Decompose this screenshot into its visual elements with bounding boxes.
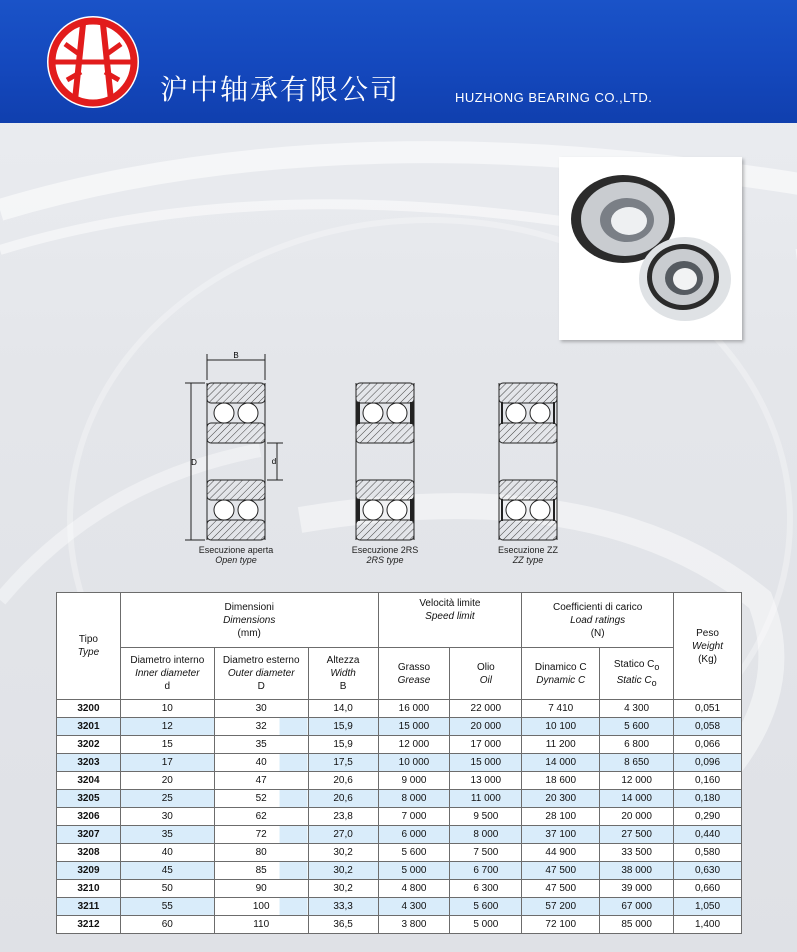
cell-inner-diameter: 40 xyxy=(120,844,214,862)
cell-oil-speed: 11 000 xyxy=(450,790,522,808)
cell-type: 3210 xyxy=(57,880,121,898)
cell-dynamic-load: 57 200 xyxy=(522,898,600,916)
cell-oil-speed: 8 000 xyxy=(450,826,522,844)
cell-outer-diameter: 47 xyxy=(214,772,308,790)
header-static: Statico $C_o$ Static $C_o$ xyxy=(600,648,674,700)
cell-grease-speed: 9 000 xyxy=(378,772,450,790)
cell-outer-diameter: 110 xyxy=(214,916,308,934)
caption-open-type: Esecuzione aperta Open type xyxy=(198,545,274,565)
cell-weight: 0,660 xyxy=(674,880,742,898)
cell-oil-speed: 7 500 xyxy=(450,844,522,862)
cell-grease-speed: 8 000 xyxy=(378,790,450,808)
table-row xyxy=(57,754,742,772)
cell-static-load: 14 000 xyxy=(600,790,674,808)
cell-static-load: 8 650 xyxy=(600,754,674,772)
table-row xyxy=(57,862,742,880)
cell-static-load: 6 800 xyxy=(600,736,674,754)
cell-type: 3200 xyxy=(57,700,121,718)
cell-outer-diameter: 85 xyxy=(214,862,308,880)
cell-weight: 1,050 xyxy=(674,898,742,916)
cell-width: 15,9 xyxy=(308,718,378,736)
cell-type: 3205 xyxy=(57,790,121,808)
caption-2rs-type: Esecuzione 2RS 2RS type xyxy=(351,545,419,565)
cell-static-load: 27 500 xyxy=(600,826,674,844)
cell-width: 30,2 xyxy=(308,862,378,880)
dimension-label-inner-d: d xyxy=(271,457,277,466)
cell-type: 3208 xyxy=(57,844,121,862)
cell-outer-diameter: 100 xyxy=(214,898,308,916)
cell-grease-speed: 4 800 xyxy=(378,880,450,898)
table-row xyxy=(57,844,742,862)
cell-width: 14,0 xyxy=(308,700,378,718)
cell-inner-diameter: 55 xyxy=(120,898,214,916)
cell-oil-speed: 20 000 xyxy=(450,718,522,736)
cell-type: 3206 xyxy=(57,808,121,826)
cell-oil-speed: 17 000 xyxy=(450,736,522,754)
company-logo-icon xyxy=(45,14,141,110)
cell-inner-diameter: 30 xyxy=(120,808,214,826)
header-grease: Grasso Grease xyxy=(378,648,450,700)
cell-weight: 0,630 xyxy=(674,862,742,880)
cell-inner-diameter: 45 xyxy=(120,862,214,880)
table-row xyxy=(57,700,742,718)
cell-static-load: 67 000 xyxy=(600,898,674,916)
cell-outer-diameter: 62 xyxy=(214,808,308,826)
cell-width: 15,9 xyxy=(308,736,378,754)
cell-weight: 0,440 xyxy=(674,826,742,844)
cell-outer-diameter: 35 xyxy=(214,736,308,754)
cell-grease-speed: 5 000 xyxy=(378,862,450,880)
cell-inner-diameter: 20 xyxy=(120,772,214,790)
cell-grease-speed: 15 000 xyxy=(378,718,450,736)
header-oil: Olio Oil xyxy=(450,648,522,700)
cell-type: 3202 xyxy=(57,736,121,754)
cell-static-load: 20 000 xyxy=(600,808,674,826)
cross-section-drawings xyxy=(163,340,573,550)
cell-dynamic-load: 47 500 xyxy=(522,880,600,898)
cell-static-load: 5 600 xyxy=(600,718,674,736)
cell-static-load: 85 000 xyxy=(600,916,674,934)
cell-weight: 0,058 xyxy=(674,718,742,736)
header-weight: Peso Weight (Kg) xyxy=(674,593,742,700)
header-banner xyxy=(0,0,797,123)
cell-outer-diameter: 72 xyxy=(214,826,308,844)
dimension-label-b: B xyxy=(233,351,239,360)
header-load-ratings: Coefficienti di carico Load ratings (N) xyxy=(522,593,674,648)
cell-width: 23,8 xyxy=(308,808,378,826)
cell-static-load: 38 000 xyxy=(600,862,674,880)
cell-grease-speed: 6 000 xyxy=(378,826,450,844)
cell-outer-diameter: 30 xyxy=(214,700,308,718)
cell-weight: 0,066 xyxy=(674,736,742,754)
cell-width: 27,0 xyxy=(308,826,378,844)
cell-width: 17,5 xyxy=(308,754,378,772)
cell-width: 20,6 xyxy=(308,790,378,808)
cell-dynamic-load: 18 600 xyxy=(522,772,600,790)
table-row xyxy=(57,880,742,898)
cell-inner-diameter: 60 xyxy=(120,916,214,934)
cell-oil-speed: 13 000 xyxy=(450,772,522,790)
cell-oil-speed: 9 500 xyxy=(450,808,522,826)
header-dimensions: Dimensioni Dimensions (mm) xyxy=(120,593,378,648)
header-speed-limit: Velocità limite Speed limit xyxy=(378,593,522,648)
cell-dynamic-load: 28 100 xyxy=(522,808,600,826)
cell-outer-diameter: 90 xyxy=(214,880,308,898)
table-row xyxy=(57,808,742,826)
cell-type: 3212 xyxy=(57,916,121,934)
cell-dynamic-load: 20 300 xyxy=(522,790,600,808)
cell-type: 3204 xyxy=(57,772,121,790)
cell-inner-diameter: 35 xyxy=(120,826,214,844)
cell-weight: 0,580 xyxy=(674,844,742,862)
cell-weight: 0,290 xyxy=(674,808,742,826)
cell-static-load: 39 000 xyxy=(600,880,674,898)
cell-oil-speed: 22 000 xyxy=(450,700,522,718)
cell-inner-diameter: 12 xyxy=(120,718,214,736)
cell-inner-diameter: 17 xyxy=(120,754,214,772)
cell-inner-diameter: 10 xyxy=(120,700,214,718)
table-row xyxy=(57,826,742,844)
table-row xyxy=(57,718,742,736)
bearing-specification-table xyxy=(56,592,742,934)
header-type: Tipo Type xyxy=(57,593,121,700)
table-row xyxy=(57,916,742,934)
cell-outer-diameter: 52 xyxy=(214,790,308,808)
header-width: Altezza Width B xyxy=(308,648,378,700)
table-row xyxy=(57,898,742,916)
cell-grease-speed: 3 800 xyxy=(378,916,450,934)
cell-grease-speed: 10 000 xyxy=(378,754,450,772)
cell-oil-speed: 5 600 xyxy=(450,898,522,916)
cell-oil-speed: 6 700 xyxy=(450,862,522,880)
cell-width: 20,6 xyxy=(308,772,378,790)
cell-type: 3201 xyxy=(57,718,121,736)
bearing-photo xyxy=(559,157,742,340)
cell-dynamic-load: 11 200 xyxy=(522,736,600,754)
cell-oil-speed: 5 000 xyxy=(450,916,522,934)
cell-outer-diameter: 40 xyxy=(214,754,308,772)
cell-grease-speed: 16 000 xyxy=(378,700,450,718)
header-outer-diameter: Diametro esterno Outer diameter D xyxy=(214,648,308,700)
cell-outer-diameter: 32 xyxy=(214,718,308,736)
cell-grease-speed: 5 600 xyxy=(378,844,450,862)
cell-dynamic-load: 37 100 xyxy=(522,826,600,844)
cell-dynamic-load: 44 900 xyxy=(522,844,600,862)
bearing-cross-section-diagrams xyxy=(163,340,573,588)
cell-weight: 0,160 xyxy=(674,772,742,790)
cell-type: 3203 xyxy=(57,754,121,772)
2rs-type-drawing xyxy=(356,383,414,540)
cell-static-load: 33 500 xyxy=(600,844,674,862)
cell-static-load: 4 300 xyxy=(600,700,674,718)
cell-width: 36,5 xyxy=(308,916,378,934)
cell-inner-diameter: 15 xyxy=(120,736,214,754)
cell-type: 3209 xyxy=(57,862,121,880)
header-inner-diameter: Diametro interno Inner diameter d xyxy=(120,648,214,700)
cell-oil-speed: 15 000 xyxy=(450,754,522,772)
cell-width: 30,2 xyxy=(308,844,378,862)
cell-weight: 1,400 xyxy=(674,916,742,934)
cell-type: 3207 xyxy=(57,826,121,844)
cell-inner-diameter: 25 xyxy=(120,790,214,808)
cell-dynamic-load: 72 100 xyxy=(522,916,600,934)
caption-zz-type: Esecuzione ZZ ZZ type xyxy=(497,545,559,565)
cell-inner-diameter: 50 xyxy=(120,880,214,898)
cell-dynamic-load: 10 100 xyxy=(522,718,600,736)
dimension-label-outer-d: D xyxy=(191,458,197,467)
company-name-english: HUZHONG BEARING CO.,LTD. xyxy=(455,90,653,105)
cell-static-load: 12 000 xyxy=(600,772,674,790)
cell-type: 3211 xyxy=(57,898,121,916)
cell-weight: 0,180 xyxy=(674,790,742,808)
header-dynamic: Dinamico C Dynamic C xyxy=(522,648,600,700)
cell-oil-speed: 6 300 xyxy=(450,880,522,898)
cell-weight: 0,051 xyxy=(674,700,742,718)
table-body xyxy=(57,700,742,934)
cell-dynamic-load: 47 500 xyxy=(522,862,600,880)
cell-width: 33,3 xyxy=(308,898,378,916)
open-type-drawing xyxy=(185,354,283,540)
cell-outer-diameter: 80 xyxy=(214,844,308,862)
cell-grease-speed: 4 300 xyxy=(378,898,450,916)
cell-width: 30,2 xyxy=(308,880,378,898)
cell-dynamic-load: 14 000 xyxy=(522,754,600,772)
cell-dynamic-load: 7 410 xyxy=(522,700,600,718)
cell-grease-speed: 12 000 xyxy=(378,736,450,754)
table-row xyxy=(57,790,742,808)
zz-type-drawing xyxy=(499,383,557,540)
cell-grease-speed: 7 000 xyxy=(378,808,450,826)
cell-weight: 0,096 xyxy=(674,754,742,772)
table-row xyxy=(57,772,742,790)
company-name-chinese: 沪中轴承有限公司 xyxy=(160,73,401,106)
table-row xyxy=(57,736,742,754)
